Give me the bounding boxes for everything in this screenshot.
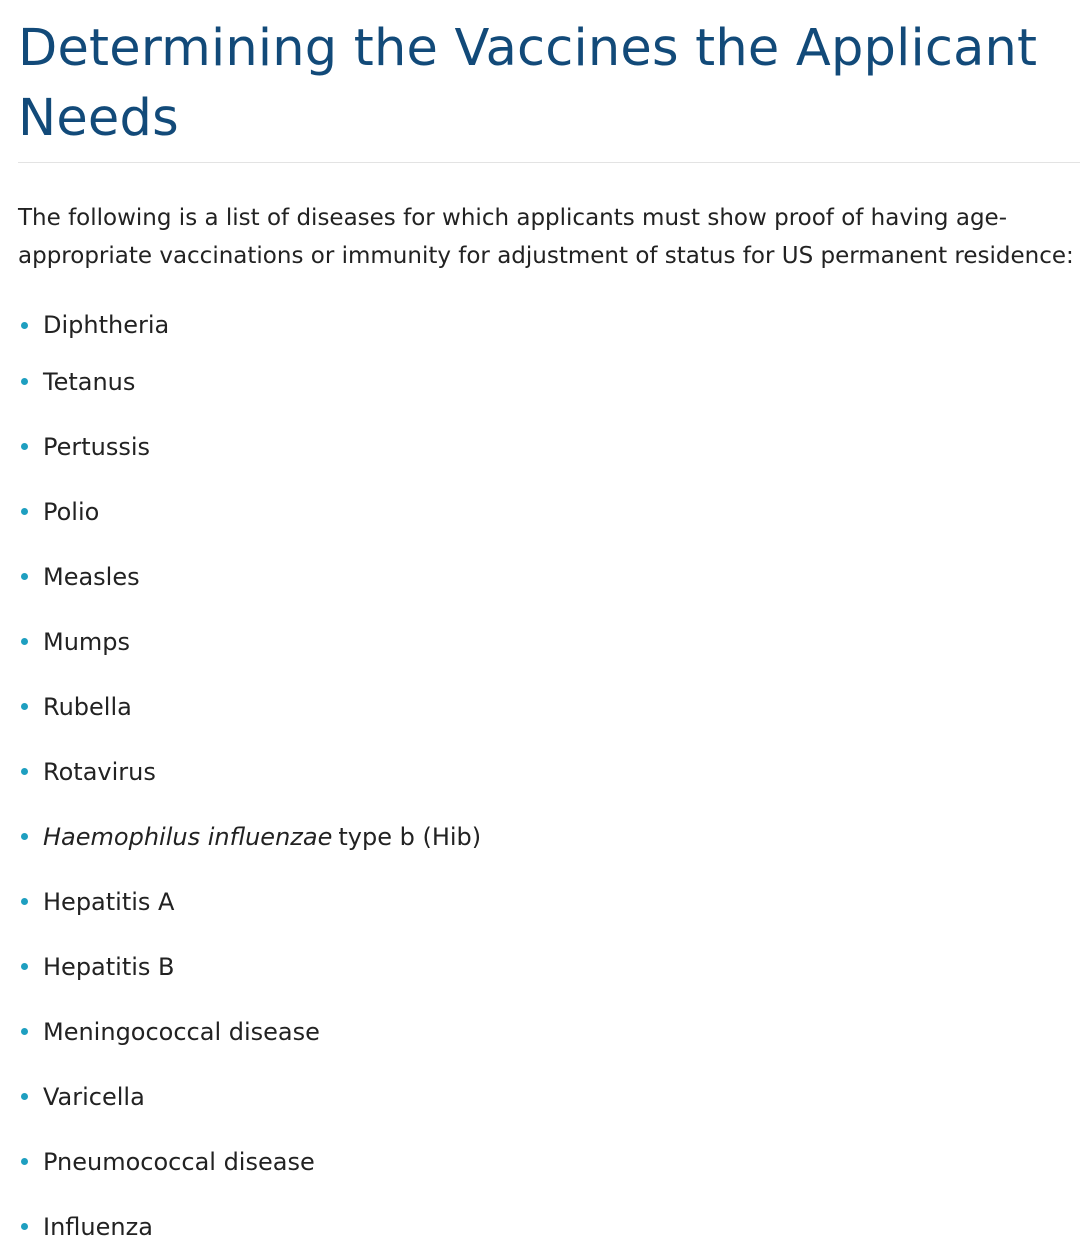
list-item (18, 479, 1080, 544)
bullet-icon (21, 1223, 28, 1230)
bullet-icon (21, 898, 28, 905)
bullet-icon (21, 322, 28, 329)
disease-name (43, 823, 481, 851)
title-divider (18, 162, 1080, 163)
disease-name: Pneumococcal disease (43, 1147, 315, 1176)
bullet-icon (21, 508, 28, 515)
bullet-icon (21, 768, 28, 775)
bullet-icon (21, 703, 28, 710)
disease-name: Polio (43, 497, 100, 526)
disease-name: Rubella (43, 692, 132, 721)
bullet-icon (21, 1093, 28, 1100)
bullet-icon (21, 638, 28, 645)
list-item (18, 739, 1080, 804)
list-item (18, 999, 1080, 1064)
document-body (18, 0, 1080, 1259)
disease-name: Influenza (43, 1212, 153, 1241)
bullet-icon (21, 443, 28, 450)
disease-name-suffix: type b (Hib) (338, 822, 482, 851)
list-item (18, 934, 1080, 999)
disease-name: Pertussis (43, 432, 151, 461)
page-title: Determining the Vaccines the Applicant Needs (18, 19, 1038, 148)
list-item (18, 544, 1080, 609)
bullet-icon (21, 1028, 28, 1035)
list-item (18, 349, 1080, 414)
bullet-icon (21, 833, 28, 840)
disease-name: Varicella (43, 1082, 145, 1111)
bullet-icon (21, 1158, 28, 1165)
list-item (18, 869, 1080, 934)
disease-name: Rotavirus (43, 757, 156, 786)
disease-name: Meningococcal disease (43, 1017, 320, 1046)
disease-name: Measles (43, 562, 140, 591)
disease-name-italic: Haemophilus influenzae (43, 822, 333, 851)
list-item (18, 301, 1080, 349)
disease-list (18, 301, 1080, 1259)
bullet-icon (21, 573, 28, 580)
list-item (18, 804, 1080, 869)
list-item (18, 1129, 1080, 1194)
disease-name: Tetanus (43, 367, 136, 396)
list-item (18, 609, 1080, 674)
list-item (18, 1064, 1080, 1129)
list-item (18, 674, 1080, 739)
disease-name: Hepatitis A (43, 887, 175, 916)
bullet-icon (21, 963, 28, 970)
intro-paragraph: The following is a list of diseases for which applicants must show proof of having age-appropriate vaccinations or immunity for adjustment of status for US permanent residence: (18, 205, 1074, 269)
disease-name: Hepatitis B (43, 952, 175, 981)
list-item (18, 414, 1080, 479)
disease-name: Mumps (43, 627, 131, 656)
list-item (18, 1194, 1080, 1259)
bullet-icon (21, 378, 28, 385)
disease-name: Diphtheria (43, 311, 170, 339)
